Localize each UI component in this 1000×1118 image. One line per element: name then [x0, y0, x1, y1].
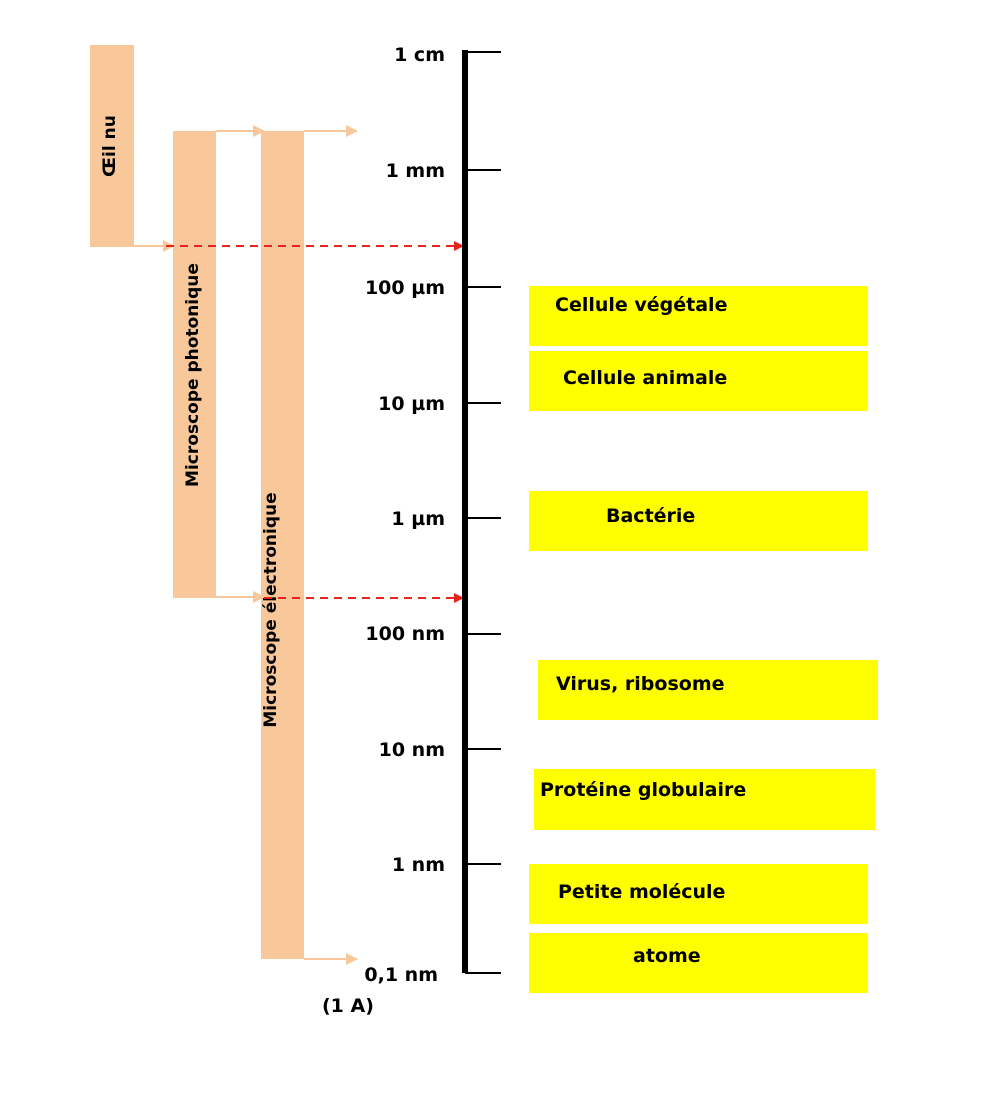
electronic-microscope-label: Microscope électronique	[261, 492, 281, 728]
tick-label-1mm: 1 mm	[385, 160, 445, 182]
object-label: Petite molécule	[558, 881, 726, 903]
object-box-globular-protein	[534, 769, 875, 830]
object-label: Cellule animale	[563, 367, 728, 389]
object-box-animal-cell	[529, 351, 868, 411]
tick-label-100um: 100 µm	[364, 277, 445, 299]
object-box-atom	[529, 933, 868, 993]
object-label: Cellule végétale	[555, 294, 728, 316]
tick-label-angstrom-note: (1 A)	[322, 995, 374, 1017]
naked-eye-label: Œil nu	[100, 115, 120, 177]
object-label: Bactérie	[606, 505, 696, 527]
tick-label-100nm: 100 nm	[365, 623, 445, 645]
object-label: Virus, ribosome	[556, 673, 725, 695]
object-box-small-molecule	[529, 864, 868, 924]
tick-label-1um: 1 µm	[391, 508, 445, 530]
tick-label-10nm: 10 nm	[378, 739, 445, 761]
tick-label-1nm: 1 nm	[391, 854, 445, 876]
tick-label-1cm: 1 cm	[394, 44, 445, 66]
photonic-microscope-label: Microscope photonique	[183, 263, 203, 487]
object-label: Protéine globulaire	[540, 779, 747, 801]
object-label: atome	[633, 945, 701, 967]
object-box-bacterium	[529, 491, 868, 551]
tick-label-0-1nm: 0,1 nm	[364, 964, 438, 986]
tick-label-10um: 10 µm	[378, 393, 445, 415]
object-box-virus-ribosome	[538, 660, 878, 720]
object-box-plant-cell	[529, 286, 868, 346]
